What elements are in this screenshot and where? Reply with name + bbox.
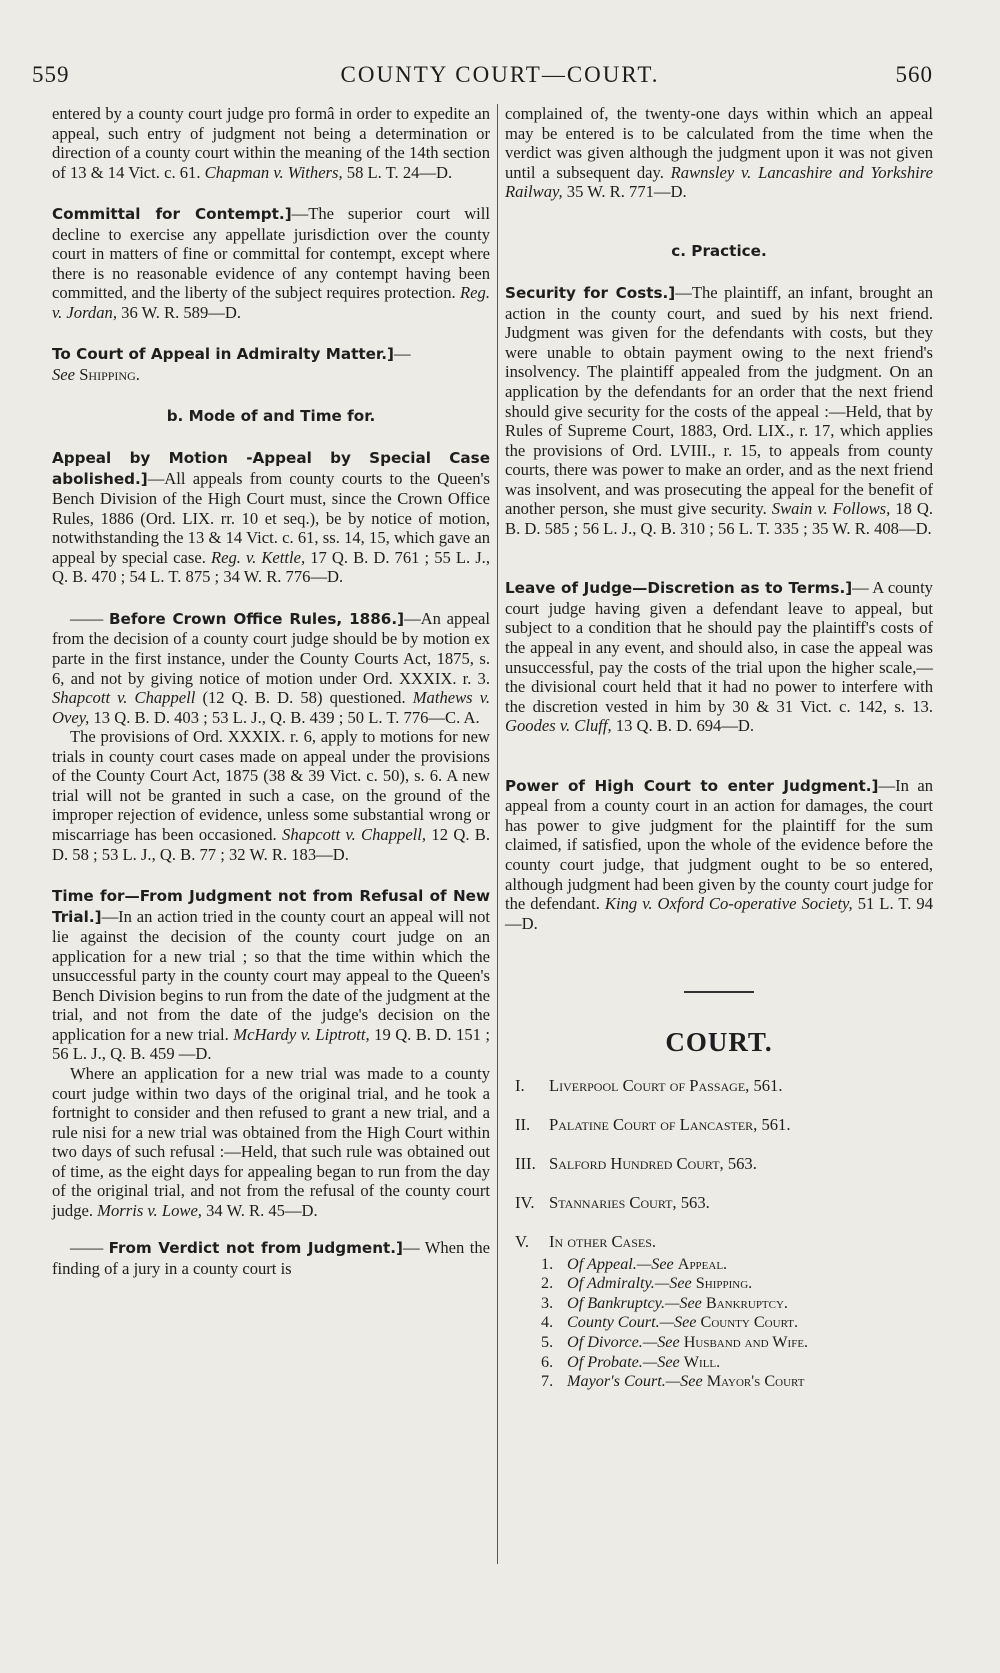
toc-subitem: 2. Of Admiralty.—See Shipping. bbox=[541, 1274, 753, 1293]
paragraph: Where an application for a new trial was made to a county court judge within two days of the original trial, and he took a fortnight to consider and then refused to grant a new trial, and a rule nisi for a new trial was obtained from the High Court within two days of such refusal :—Held, that such rule was obtained out of time, as the eight days for appealing began to run from the day of the original trial, and not from the refusal of the county court judge. Morris v. Lowe, 34 W. R. 45—D. bbox=[52, 1063, 490, 1220]
case-name: Swain v. Follows, bbox=[771, 499, 891, 519]
toc-subitem: 6. Of Probate.—See Will. bbox=[541, 1352, 721, 1371]
toc-subitem: 4. County Court.—See County Court. bbox=[541, 1313, 799, 1332]
column-divider bbox=[497, 104, 498, 1564]
section-heading: To Court of Appeal in Admiralty Matter.] bbox=[52, 345, 394, 364]
subheading-b: b. Mode of and Time for. bbox=[166, 406, 376, 425]
paragraph: Power of High Court to enter Judgment.]—In an appeal from a county court in an action for damages, the court has power to give judgment for the plaintiff for the sum claimed, if satisfied, upon the whole of the evidence before the county court judge, that judgment ought to be so entered, although judgment had been given by the county court judge for the defendant. King v. Oxford Co-operative Society, 51 L. T. 94—D. bbox=[505, 775, 933, 933]
section-heading: Appeal by Motion -Appeal by Special Case abolished.] bbox=[52, 449, 490, 488]
paragraph: complained of, the twenty-one days within which an appeal may be entered is to be calculated from the time when the verdict was given although the judgment upon it was not given until a subsequent day. Rawnsley v. Lancashire and Yorkshire Railway, 35 W. R. 771—D. bbox=[505, 104, 933, 202]
page-number-right: 560 bbox=[895, 62, 933, 87]
subheading-c: c. Practice. bbox=[671, 241, 767, 260]
case-name: King v. Oxford Co-operative Society, bbox=[604, 894, 853, 914]
section-heading: Power of High Court to enter Judgment.] bbox=[505, 776, 879, 795]
section-heading: Committal for Contempt.] bbox=[52, 205, 292, 224]
toc-subitem: 3. Of Bankruptcy.—See Bankruptcy. bbox=[541, 1293, 788, 1312]
toc-subitem: 7. Mayor's Court.—See Mayor's Court bbox=[541, 1372, 805, 1391]
paragraph: To Court of Appeal in Admiralty Matter.]— See Shipping. bbox=[52, 344, 411, 385]
section-heading: Before Crown Office Rules, 1886.] bbox=[108, 609, 405, 628]
case-name: Goodes v. Cluff, bbox=[505, 716, 612, 736]
paragraph: —— From Verdict not from Judgment.]— When the finding of a jury in a county court is bbox=[52, 1238, 491, 1278]
paragraph: Committal for Contempt.]—The superior court will decline to exercise any appellate jurisdiction over the county court in matters of fine or committal for contempt, except where there is no reasonable evidence of any contempt having been committed, and the liberty of the subject requires protection. Reg. v. Jordan, 36 W. R. 589—D. bbox=[52, 204, 491, 322]
case-name: Morris v. Lowe, bbox=[97, 1200, 202, 1220]
case-name: Reg. v. Jordan, bbox=[52, 283, 490, 322]
case-name: McHardy v. Liptrott, bbox=[233, 1024, 370, 1044]
case-name: Rawnsley v. Lancashire and Yorkshire Railway, bbox=[505, 162, 933, 202]
paragraph: Time for—From Judgment not from Refusal of New Trial.]—In an action tried in the county court an appeal will not lie against the decision of the county court judge on an application for a new trial ; so that the time within which the unsuccessful party in the county court may appeal to the Queen's Bench Division begins to run from the date of the judgment at the trial, and not from the date of the judge's decision on the application for a new trial. McHardy v. Liptrott, 19 Q. B. D. 151 ; 56 L. J., Q. B. 459 —D. bbox=[52, 887, 490, 1064]
paragraph: Security for Costs.]—The plaintiff, an infant, brought an action in the county court, and sued by his next friend. Judgment was given for the defendants with costs, but they were unable to obtain payment owing to the next friend's insolvency. The plaintiff appealed from the judgment. On an application by the defendants for an order that the next friend should give security for the costs of the appeal :—Held, that by Rules of Supreme Court, 1883, Ord. LIX., r. 17, which applies the provisions of Ord. LVIII., r. 15, to appeals from county courts, there was power to make an order, and as the next friend was insolvent, and was prosecuting the appeal for the benefit of another person, she must give security. Swain v. Follows, 18 Q. B. D. 585 ; 56 L. J., Q. B. 310 ; 56 L. T. 335 ; 35 W. R. 408—D. bbox=[505, 283, 934, 538]
toc-subitem: 5. Of Divorce.—See Husband and Wife. bbox=[541, 1333, 809, 1352]
paragraph: Appeal by Motion -Appeal by Special Case abolished.]—All appeals from county courts to the Queen's Bench Division of the High Court must, since the Crown Office Rules, 1886 (Ord. LIX. rr. 10 et seq.), be by notice of motion, notwithstanding the 13 & 14 Vict. c. 61, ss. 14, 15, which gave an appeal by special case. Reg. v. Kettle, 17 Q. B. D. 761 ; 55 L. J., Q. B. 470 ; 54 L. T. 875 ; 34 W. R. 776—D. bbox=[52, 449, 490, 587]
toc-subitem: 1. Of Appeal.—See Appeal. bbox=[541, 1254, 728, 1273]
left-column bbox=[52, 104, 490, 1278]
toc-item: IV. Stannaries Court, 563. bbox=[515, 1192, 710, 1212]
toc-item: III. Salford Hundred Court, 563. bbox=[515, 1153, 757, 1173]
paragraph: —— Before Crown Office Rules, 1886.]—An appeal from the decision of a county court judge should be by motion ex parte in the first instance, under the County Courts Act, 1875, s. 6, and not by giving notice of motion under Ord. XXXIX. r. 3. Shapcott v. Chappell (12 Q. B. D. 58) questioned. Mathews v. Ovey, 13 Q. B. D. 403 ; 53 L. J., Q. B. 439 ; 50 L. T. 776—C. A. bbox=[52, 608, 490, 727]
section-heading: Security for Costs.] bbox=[505, 284, 676, 303]
toc-item: V. In other Cases. bbox=[515, 1231, 657, 1251]
right-column bbox=[505, 104, 933, 1392]
case-name: Reg. v. Kettle, bbox=[210, 547, 306, 567]
case-name: Chapman v. Withers, bbox=[204, 162, 343, 182]
paragraph: The provisions of Ord. XXXIX. r. 6, apply to motions for new trials in county court cases made on appeal under the provisions of the County Court Act, 1875 (38 & 39 Vict. c. 50), s. 6. A new trial will not be granted in such a case, on the ground of the improper rejection of evidence, unless some substantial wrong or miscarriage has been occasioned. Shapcott v. Chappell, 12 Q. B. D. 58 ; 53 L. J., Q. B. 77 ; 32 W. R. 183—D. bbox=[52, 727, 491, 864]
section-heading: From Verdict not from Judgment.] bbox=[108, 1239, 403, 1258]
running-header bbox=[0, 62, 1000, 98]
case-name: Shapcott v. Chappell bbox=[52, 688, 196, 708]
paragraph: Leave of Judge—Discretion as to Terms.]— A county court judge having given a defendant leave to appeal, but subject to a condition that he should pay the plaintiff's costs of the appeal in any event, and should also, in case the appeal was unsuccessful, pay the costs of the trial upon the higher scale,—the divisional court held that it had no power to interfere with the discretion vested in him by 30 & 31 Vict. c. 142, s. 13. Goodes v. Cluff, 13 Q. B. D. 694—D. bbox=[505, 578, 933, 736]
toc-item: II. Palatine Court of Lancaster, 561. bbox=[515, 1114, 791, 1134]
court-heading: COURT. bbox=[665, 1027, 773, 1058]
toc-item: I. Liverpool Court of Passage, 561. bbox=[515, 1075, 783, 1095]
court-contents bbox=[505, 1075, 933, 1392]
cross-reference: Shipping. bbox=[79, 365, 140, 385]
section-heading: Leave of Judge—Discretion as to Terms.] bbox=[505, 579, 853, 598]
case-name: Mathews v. Ovey, bbox=[52, 688, 490, 727]
case-name: Shapcott v. Chappell, bbox=[282, 824, 427, 844]
paragraph: entered by a county court judge pro formâ in order to expedite an appeal, such entry of judgment not being a determination or direction of a county court within the meaning of the 14th section of 13 & 14 Vict. c. 61. Chapman v. Withers, 58 L. T. 24—D. bbox=[52, 104, 490, 182]
page-number-left: 559 bbox=[32, 62, 70, 87]
running-title: COUNTY COURT—COURT. bbox=[340, 62, 660, 87]
section-heading: Time for—From Judgment not from Refusal of New Trial.] bbox=[52, 887, 490, 926]
section-rule bbox=[684, 991, 754, 993]
